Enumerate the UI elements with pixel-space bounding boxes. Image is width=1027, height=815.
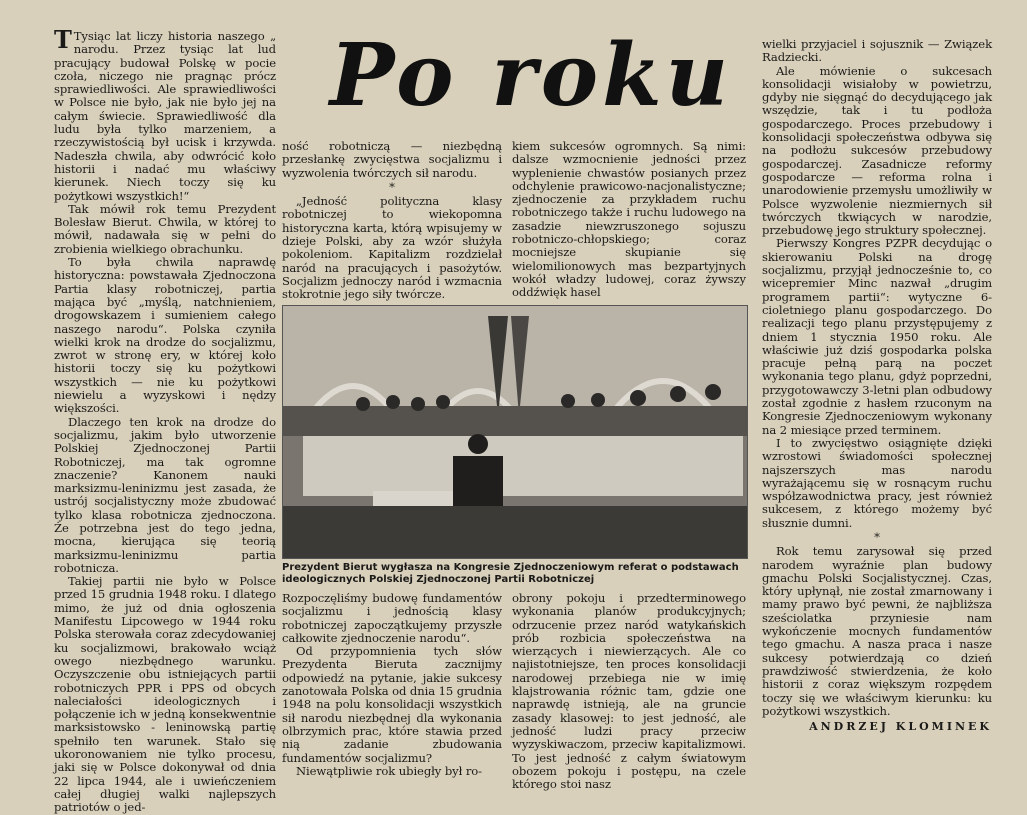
column-3-top xyxy=(512,140,746,300)
paragraph: kiem sukcesów ogromnych. Są nimi: dalsze wzmocnienie jedności przez wyplenienie chwastów posianych przez odchylenie prawicowo-nacjonalistyczne; zjednoczenie za przykładem ruchu robotniczego także i ruchu ludowego na zasadzie niewzruszonego sojuszu robotniczo-chłopskiego; coraz mocniejsze skupianie się wielomilionowych mas bezpartyjnych wokół władzy ludowej, coraz żywszy oddźwięk hasel xyxy=(512,139,746,300)
paragraph: Pierwszy Kongres PZPR decydując o skierowaniu Polski na drogę socjalizmu, przyjął jednocześnie to, co wicepremier Minc nazwał „drugim programem partii“: wytyczne 6-cioletniego planu gospodarczego. Do realizacji tego planu przystępujemy z dniem 1 stycznia 1950 roku. Ale właściwie już dziś gospodarka polska pracuje pełną parą na poczet wykonania tego planu, gdyż poprzedni, przygotowawczy 3-letni plan odbudowy został zgodnie z hasłem rzuconym na Kongresie Zjednoczeniowym wykonany na 2 miesiące przed terminem. xyxy=(762,236,992,437)
paragraph: Niewątpliwie rok ubiegły był ro- xyxy=(296,763,482,778)
article-title: Po roku xyxy=(329,25,733,126)
paragraph: wielki przyjaciel i sojusznik — Związek Radziecki. xyxy=(762,37,992,65)
paragraph: „Jedność polityczna klasy robotniczej to wiekopomna historyczna karta, którą wpisujemy w dziejе Polski, aby za wzór służyła pokoleniom. Kapitalizm rozdzielał naród na pracujących i pasożytów. Socjalizm jednoczy naród i wzmacnia stokrotnie jego siły twórcze. xyxy=(282,194,502,302)
paragraph: I to zwycięstwo osiągnięte dzięki wzrostowi świadomości społecznej najszerszych mas narodu wyrażającemu się w rosnącym ruchu współzawodnictwa pracy, jest również sukcesem, z którego możemy być słusznie dumni. xyxy=(762,435,992,530)
paragraph: To była chwila naprawdę historyczna: powstawała Zjednoczona Partia klasy robotniczej, partia mająca być „myślą, natchnieniem, drogowskazem i sumieniem całego naszego narodu“. Polska czyniła wielki krok na drodze do socjalizmu, zwrot w stronę ery, w której koło historii toczy się ku pożytkowi wszystkich — nie ku pożytkowi niewielu a wyzyskowi i nędzy większości. xyxy=(54,255,276,416)
paragraph: Od przypomnienia tych słów Prezydenta Bieruta zacznijmy odpowiedź na pytanie, jakie sukcesy zanotowała Polska od dnia 15 grudnia 1948 na polu konsolidacji wszystkich sił narodu niezbędnej dla wykonania olbrzymich prac, które stawia przed nią zadanie zbudowania fundamentów socjalizmu? xyxy=(282,644,502,765)
paragraph: obrony pokoju i przedterminowego wykonania planów produkcyjnych; odrzucenie przez naród watykańskich prób rozbicia społeczeństwa na wierzących i niewierzących. Ale co najistotniejsze, ten proces konsolidacji narodowej przebiega nie w imię klajstrowania różnic tam, gdzie one naprawdę istnieją, ale na gruncie zasady klasowej: to jest jedność, ale jedność ludzi pracy przeciw wyzyskiwaczom, przeciw kapitalizmowi. To jest jedność z całym światowym obozem pokoju i postępu, na czele którego stoi nasz xyxy=(512,591,746,792)
paragraph: T Tysiąc lat liczy historia naszego „ narodu. Przez tysiąc lat lud pracujący budował Polskę w pocie czoła, niczego nie pragnąc prócz sprawiedliwości. Ale sprawiedliwości w Polsce nie było, jak nie było jej na całym świecie. Sprawiedliwość dla ludu była tylko marzeniem, a rzeczywistością był ucisk i krzywda. Nadeszła chwila, aby odwrócić koło historii i nadać mu właściwy kierunek. Niech toczy się ku pożytkowi wszystkich!“ xyxy=(54,25,276,203)
column-2-top xyxy=(282,140,502,300)
column-2-bottom xyxy=(282,592,502,800)
author-signature: ANDRZEJ KLOMINEK xyxy=(809,720,992,734)
paragraph: Dlaczego ten krok na drodze do socjalizmu, jakim było utworzenie Polskiej Zjednoczonej Partii Robotniczej, ma tak ogromne znaczenie? Kanonem nauki marksizmu-leninizmu jest zasada, że ustrój socjalistyczny może zbudować tylko klasa robotnicza zjednoczona. Że potrzebna jest do tego jedna, mocna, kierująca się teorią marksizmu-leninizmu partia robotnicza. xyxy=(54,414,276,575)
column-4 xyxy=(762,38,992,800)
column-3-bottom xyxy=(512,592,746,800)
separator-star: * xyxy=(389,179,395,194)
paragraph: Takiej partii nie było w Polsce przed 15 grudnia 1948 roku. I dlatego mimo, że już od dnia ogłoszenia Manifestu Lipcowego w 1944 roku Polska sterowała coraz zdecydowaniej ku socjalizmowi, brakowało wciąż owego niezbędnego warunku. Oczyszczenie obu istniejących partii robotniczych PPR i PPS od obcych naleciałości ideologicznych i połączenie ich w jedną konsekwentnie marksistowsko - leninowską partię spełniło ten warunek. Stało się ukoronowaniem nie tylko procesu, jaki się w Polsce dokonywał od dnia 22 lipca 1944, ale i uwieńczeniem całej długiej walki najlepszych patriotów o jed- xyxy=(54,574,276,815)
congress-photo xyxy=(282,305,748,559)
paragraph: Rozpoczęliśmy budowę fundamentów socjalizmu i jednością klasy robotniczej zapoczątkujemy przyszłe całkowite zjednoczenie narodu“. xyxy=(282,591,502,645)
paragraph: Ale mówienie o sukcesach konsolidacji wisiałoby w powietrzu, gdyby nie sięgnąć do decydującego jak wszędzie, tak i tu podłoża gospodarczego. Proces przebudowy i konsolidacji społeczeństwa odbywa się na podłożu sukcesów przebudowy gospodarczej. Zasadnicze reformy gospodarcze — reforma rolna i unarodowienie przemysłu umożliwiły w Polsce wyzwolenie niezmiernych sił twórczych tkwiących w narodzie, przebudowę jego struktury społecznej. xyxy=(762,63,992,238)
drop-cap: T xyxy=(54,25,72,54)
paragraph: Tak mówił rok temu Prezydent Bolesław Bierut. Chwila, w której to mówił, nadawała się w pełni do zrobienia wielkiego obrachunku. xyxy=(54,201,276,256)
separator-star: * xyxy=(874,529,880,544)
paragraph: ność robotniczą — niezbędną przesłankę zwycięstwa socjalizmu i wyzwolenia twórczych sił narodu. xyxy=(282,139,502,180)
photo-caption: Prezydent Bierut wygłasza na Kongresie Zjednoczeniowym referat o podstawach ideologicznych Polskiej Zjednoczonej Partii Robotniczej xyxy=(282,562,739,585)
photo-illustration xyxy=(283,306,747,558)
paragraph: Rok temu zarysował się przed narodem wyraźnie plan budowy gmachu Polski Socjalistycznej. Czas, który upłynął, nie został zmarnowany i mamy prawo być pewni, że najbliższa sześciolatka przyniesie nam wykończenie mocnych fundamentów tego gmachu. A nasza praca i nasze sukcesy potwierdzają co dzień prawdziwość stwierdzenia, że koło historii z coraz większym rozpędem toczy się we właściwym kierunku: ku pożytkowi wszystkich. xyxy=(762,544,992,718)
column-1 xyxy=(54,25,276,815)
